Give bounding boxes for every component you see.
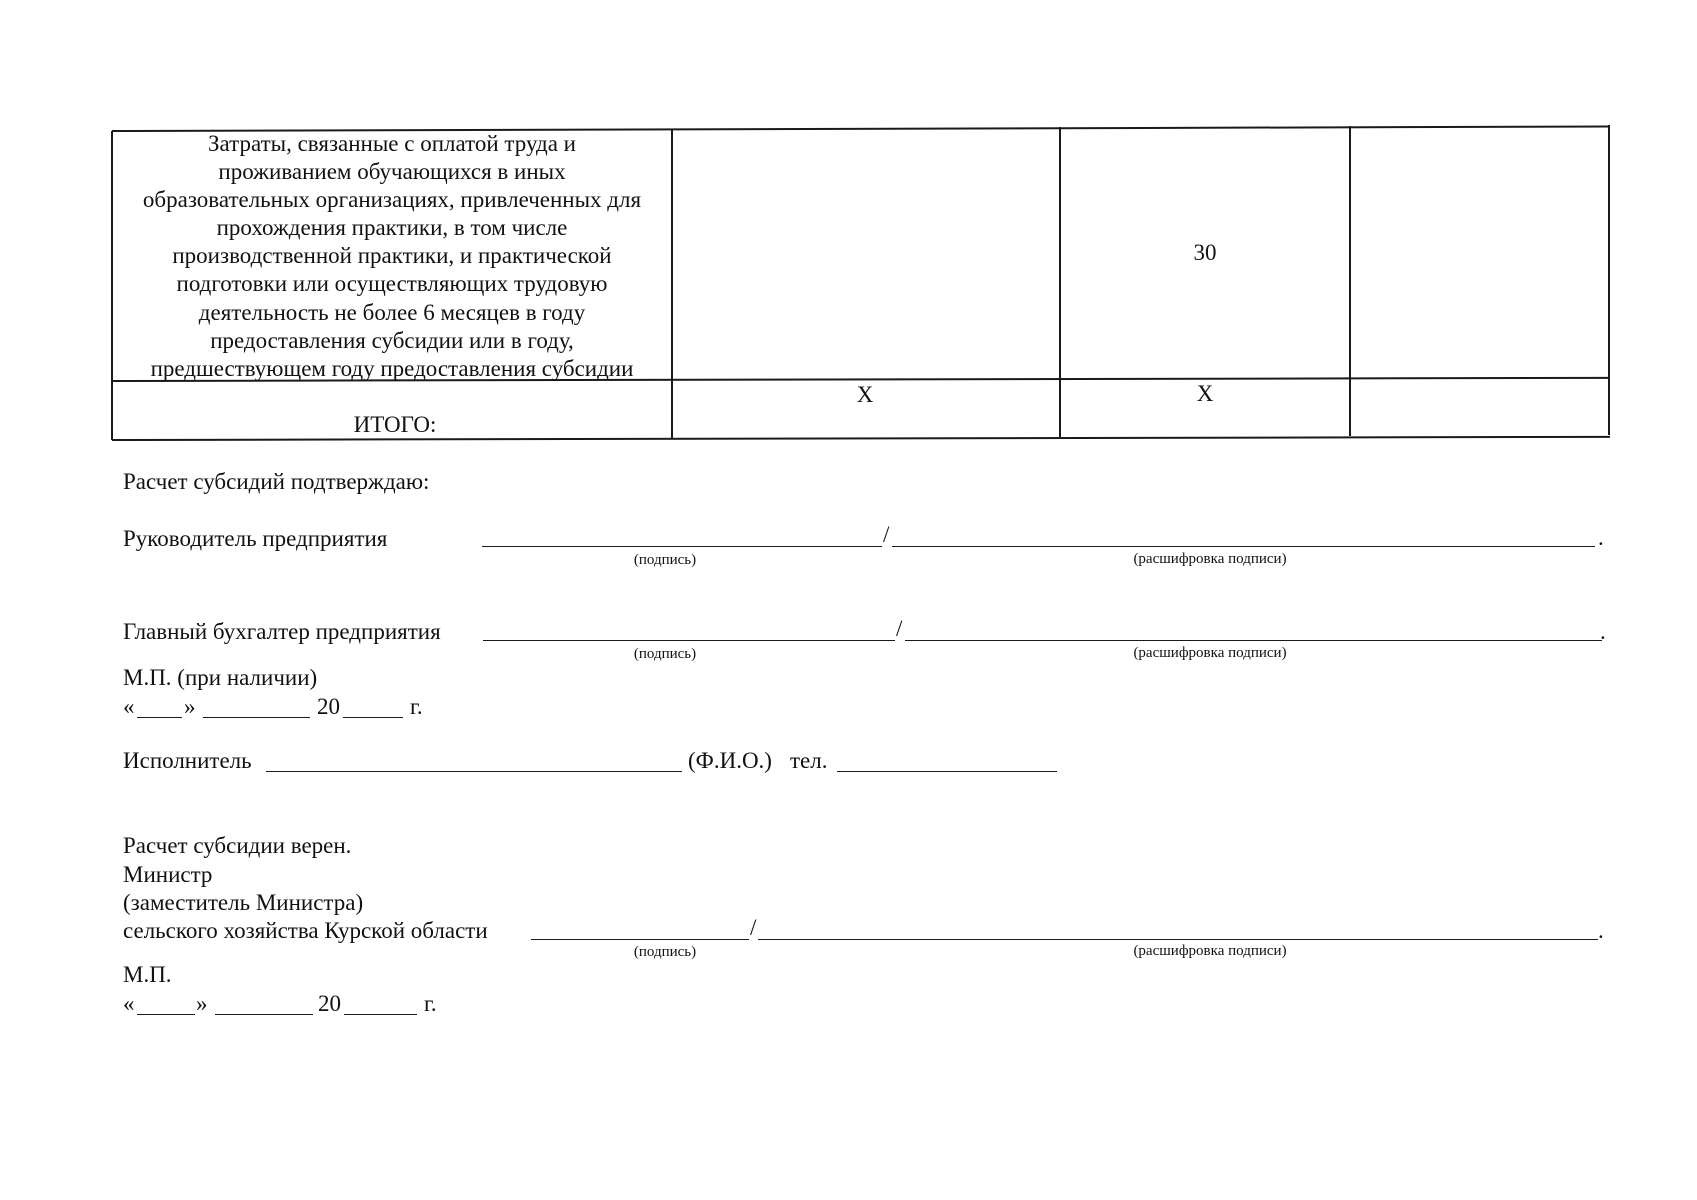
stamp1-day-line — [137, 717, 182, 718]
description-line: прохождения практики, в том числе — [216, 215, 568, 241]
description-line: Затраты, связанные с оплатой труда и — [208, 131, 576, 156]
stamp2-year-prefix: 20 — [318, 991, 341, 1016]
stamp1-year-prefix: 20 — [317, 694, 340, 719]
description-line: образовательных организациях, привлеченных для — [142, 187, 642, 213]
stamp2-mp-label: М.П. — [123, 962, 172, 987]
description-line: предоставления субсидии или в году, — [210, 327, 574, 353]
description-line: деятельность не более 6 месяцев в году — [198, 299, 586, 325]
minister-signature-line — [531, 939, 749, 940]
accountant-end-dot: . — [1600, 619, 1606, 644]
minister-line-2: Министр — [123, 862, 213, 887]
accountant-sign-caption: (подпись) — [633, 646, 697, 662]
accountant-signature-line — [483, 640, 895, 641]
total-col2-mark: Х — [856, 382, 874, 407]
stamp1-year-suffix: г. — [410, 694, 423, 719]
stamp1-mp-label: М.П. (при наличии) — [123, 665, 318, 690]
table-right-border — [1608, 125, 1610, 435]
stamp2-date-open: « — [123, 991, 135, 1016]
stamp2-month-line — [215, 1014, 313, 1015]
table-col-divider-1 — [671, 129, 673, 438]
executor-tel: тел. — [790, 748, 828, 773]
minister-end-dot: . — [1598, 918, 1604, 943]
minister-line-1: Расчет субсидии верен. — [123, 833, 352, 858]
description-line: подготовки или осуществляющих трудовую — [176, 271, 608, 297]
executor-label: Исполнитель — [123, 748, 252, 773]
table-row-description — [116, 130, 668, 383]
description-line: производственной практики, и практической — [172, 243, 612, 269]
stamp2-year-suffix: г. — [424, 991, 437, 1016]
executor-name-line — [266, 771, 682, 772]
chief-accountant-label: Главный бухгалтер предприятия — [123, 619, 441, 644]
description-line: проживанием обучающихся в иных — [218, 159, 566, 185]
minister-decode-line — [758, 939, 1598, 940]
minister-slash: / — [750, 915, 757, 940]
stamp2-date-close: » — [196, 991, 208, 1016]
director-label: Руководитель предприятия — [123, 526, 388, 551]
accountant-slash: / — [896, 616, 903, 641]
minister-decode-caption: (расшифровка подписи) — [1133, 943, 1287, 959]
table-col-divider-2 — [1059, 127, 1061, 437]
minister-sign-caption: (подпись) — [633, 944, 697, 960]
director-signature-line — [482, 546, 882, 547]
table-col-divider-3 — [1349, 126, 1351, 436]
director-decode-line — [892, 546, 1595, 547]
director-end-dot: . — [1598, 525, 1604, 550]
executor-fio: (Ф.И.О.) — [688, 748, 772, 773]
accountant-decode-caption: (расшифровка подписи) — [1133, 645, 1287, 661]
director-sign-caption: (подпись) — [633, 552, 697, 568]
executor-tel-line — [837, 771, 1057, 772]
stamp1-month-line — [203, 717, 310, 718]
accountant-decode-line — [905, 640, 1602, 641]
table-left-border — [111, 131, 113, 440]
stamp2-day-line — [137, 1014, 195, 1015]
stamp2-year-line — [344, 1014, 417, 1015]
row1-col3-value: 30 — [1193, 240, 1217, 265]
director-slash: / — [883, 522, 890, 547]
minister-line-3: (заместитель Министра) — [123, 890, 364, 915]
stamp1-year-line — [343, 717, 403, 718]
stamp1-date-close: » — [184, 694, 196, 719]
description-line: предшествующем году предоставления субсидии — [150, 355, 634, 381]
total-col3-mark: Х — [1196, 381, 1214, 406]
confirm-heading: Расчет субсидий подтверждаю: — [123, 469, 430, 494]
minister-line-4: сельского хозяйства Курской области — [123, 918, 488, 943]
director-decode-caption: (расшифровка подписи) — [1133, 551, 1287, 567]
stamp1-date-open: « — [123, 694, 135, 719]
total-label: ИТОГО: — [353, 412, 437, 437]
